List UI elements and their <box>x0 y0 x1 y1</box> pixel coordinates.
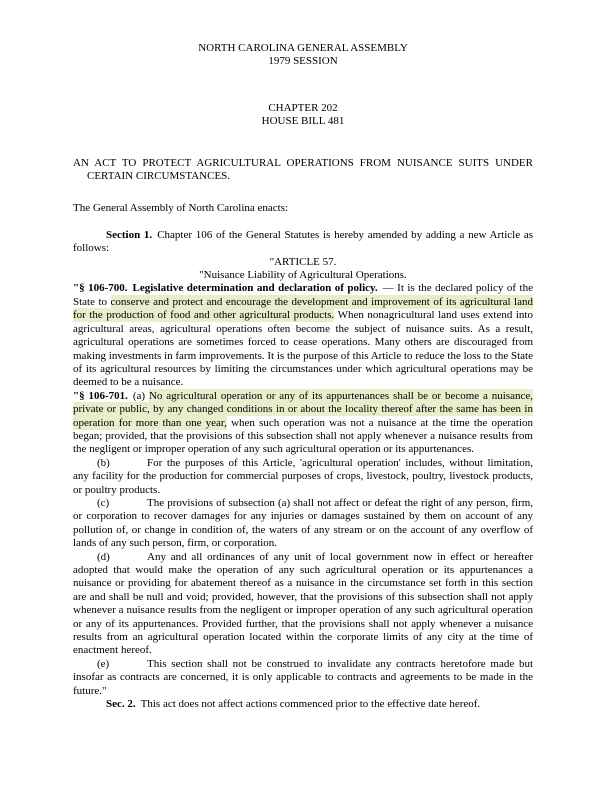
subsection-d-text: Any and all ordinances of any unit of local government now in effect or hereafter adopted that would make the operation of any such agricultural operation or its appurtenances a nuisance or providing for abatement thereof as a nuisance in the circumstance set forth in this section are and shall be null and void; provided, however, that the provisions of this subsection shall not apply whenever a nuisance results from the negligent or improper operation of any such agricultural operation or any of its appurtenances. Provided further, that the provisions shall not apply whenever a nuisance results from an agricultural operation located within the corporate limits of any city at the time of enactment hereof. <box>73 550 533 657</box>
act-title: AN ACT TO PROTECT AGRICULTURAL OPERATIONS FROM NUISANCE SUITS UNDER CERTAIN CIRCUMSTANCES. <box>73 156 533 183</box>
subsection-c <box>73 497 533 551</box>
highlight-106-701a: No agricultural operation or any of its appurtenances shall be or become a nuisance, private or public, by any changed conditions in or about the locality thereof after the same has been in operation for more than one year, <box>73 389 533 429</box>
subsection-d <box>73 551 533 658</box>
subsection-b-label: (b) <box>97 456 110 469</box>
subsection-b <box>73 457 533 497</box>
subsection-d-label: (d) <box>97 550 110 563</box>
subsection-e-text: This section shall not be construed to invalidate any contracts heretofore made but insofar as contracts are concerned, it is only applicable to contracts and agreements to be made in the future." <box>73 657 533 697</box>
highlight-106-700: conserve and protect and encourage the development and improvement of its agricultural land for the production of food and other agricultural products. <box>73 295 533 322</box>
statute-106-700-title: Legislative determination and declaration of policy. <box>132 282 378 295</box>
statute-106-701a-rest: when such operation was not a nuisance at the time the operation began; provided, that the provisions of this subsection shall not apply whenever a nuisance results from the negligent or improper operation of any such agricultural operation or its appurtenances. <box>73 416 534 456</box>
chapter-block <box>73 102 533 129</box>
statute-106-700-rest: When nonagricultural land uses extend into agricultural areas, agricultural operations often become the subject of nuisance suits. As a result, agricultural operations are sometimes forced to cease operations. Many others are discouraged from making investments in farm improvements. It is the purpose of this Article to reduce the loss to the State of its agricultural resources by limiting the circumstances under which agricultural operations may be deemed to be a nuisance. <box>73 309 533 389</box>
article-heading: "ARTICLE 57. <box>269 255 337 268</box>
subsection-c-label: (c) <box>97 496 110 509</box>
chapter-line: CHAPTER 202 <box>268 101 338 114</box>
statute-106-701-number: "§ 106-701. <box>73 389 128 402</box>
subsection-e-label: (e) <box>97 657 110 670</box>
subsection-c-text: The provisions of subsection (a) shall not affect or defeat the right of any person, firm, or corporation to recover damages for any injuries or damages sustained by them on account of any pollution of, or change in condition of, the waters of any stream or on the account of any overflow of lands of any such person, firm, or corporation. <box>73 496 533 550</box>
statute-106-700-number: "§ 106-700. <box>73 282 128 295</box>
section-1-label: Section 1. <box>106 228 153 241</box>
enacting-clause: The General Assembly of North Carolina enacts: <box>73 202 289 215</box>
assembly-title: NORTH CAROLINA GENERAL ASSEMBLY <box>198 42 408 54</box>
section-2-text: This act does not affect actions commenced prior to the effective date hereof. <box>140 698 481 711</box>
subsection-e <box>73 658 533 698</box>
section-1-paragraph <box>73 229 533 256</box>
session-line: 1979 SESSION <box>268 55 338 68</box>
bill-line: HOUSE BILL 481 <box>261 115 345 128</box>
subsection-b-text: For the purposes of this Article, 'agricultural operation' includes, without limitation, any facility for the production for commercial purposes of crops, livestock, poultry, livestock products, or poultry products. <box>73 456 533 496</box>
section-2-paragraph <box>73 698 533 711</box>
statute-106-700-lead: — It is the declared policy of the State to <box>73 282 533 308</box>
section-2-label: Sec. 2. <box>106 698 136 711</box>
section-1-text: Chapter 106 of the General Statutes is hereby amended by adding a new Article as follows: <box>73 228 533 255</box>
article-subheading: "Nuisance Liability of Agricultural Operations. <box>199 269 407 282</box>
document-header <box>73 42 533 69</box>
statute-106-701a-lead: (a) <box>132 389 149 402</box>
statute-106-701a <box>73 390 533 457</box>
statute-106-700 <box>73 282 533 389</box>
